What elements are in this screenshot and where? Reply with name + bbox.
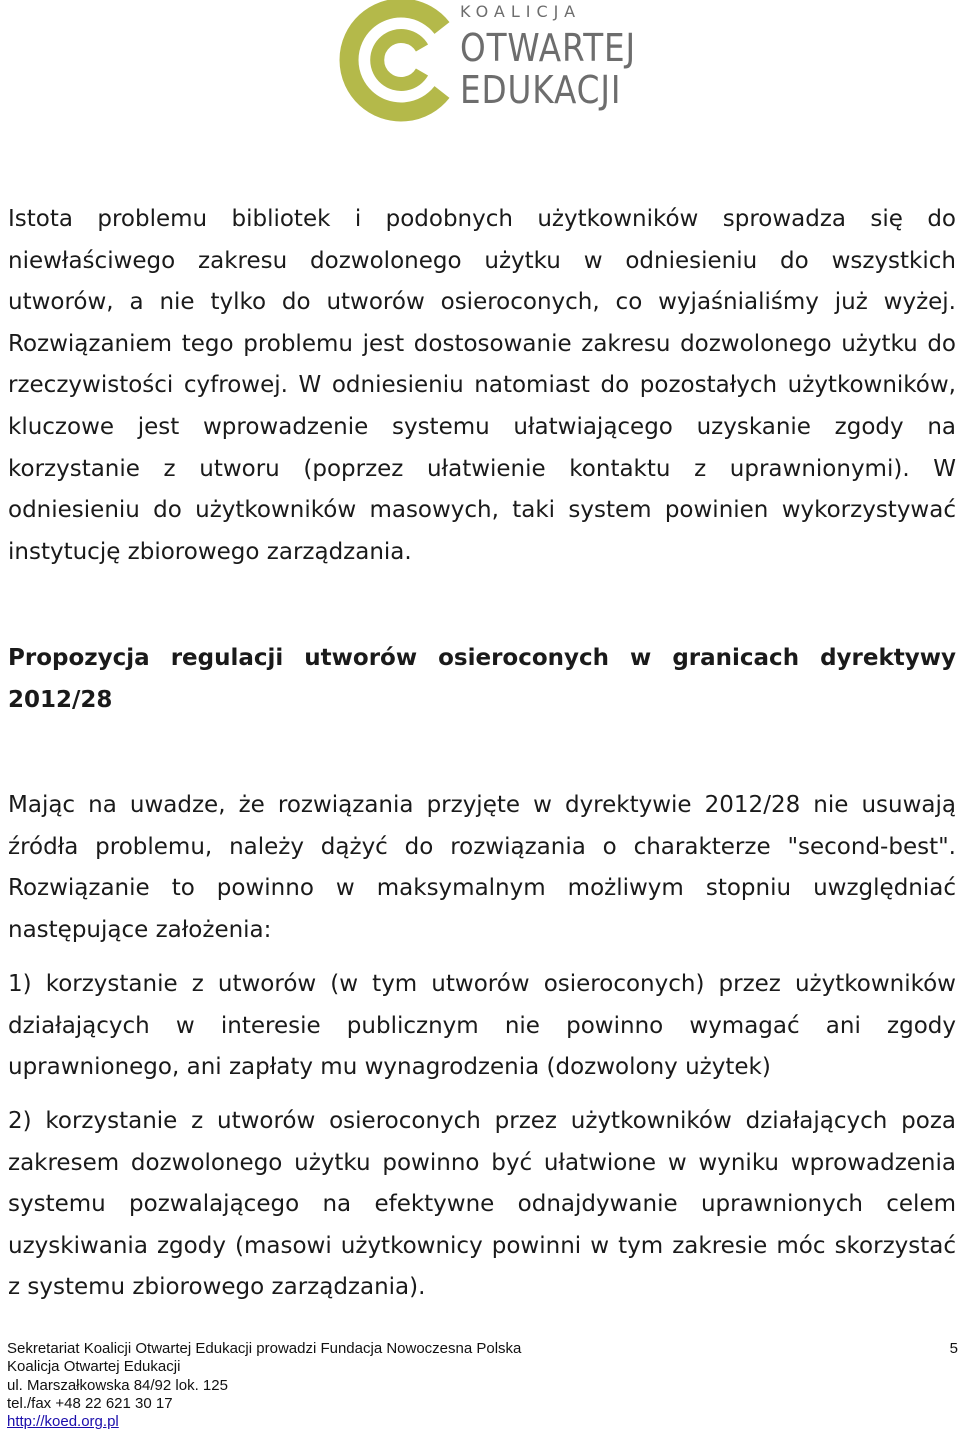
koed-logo xyxy=(330,0,640,125)
footer-address: ul. Marszałkowska 84/92 lok. 125 xyxy=(7,1376,228,1394)
page-footer xyxy=(7,1340,521,1431)
page-number: 5 xyxy=(949,1340,958,1357)
logo-ring-icon xyxy=(330,0,460,125)
paragraph-assumptions: Mając na uwadze, że rozwiązania przyjęte w dyrektywie 2012/28 nie usuwają źródła problemu, należy dążyć do rozwiązania o charakterze "second-best". Rozwiązanie to powinno w maksymalnym możliwym stopniu uwzględniać następujące założenia: xyxy=(8,792,956,943)
logo-text-otwartej: OTWARTEJ xyxy=(460,26,637,70)
footer-secretariat: Sekretariat Koalicji Otwartej Edukacji prowadzi Fundacja Nowoczesna Polska xyxy=(7,1340,522,1357)
footer-website-link[interactable]: http://koed.org.pl xyxy=(7,1413,119,1431)
list-item-1: 1) korzystanie z utworów (w tym utworów osieroconych) przez użytkowników działających w interesie publicznym nie powinno wymagać ani zgody uprawnionego, ani zapłaty mu wynagrodzenia (dozwolony użytek) xyxy=(8,971,956,1081)
logo-text-edukacji: EDUKACJI xyxy=(460,68,622,112)
footer-phone: tel./fax +48 22 621 30 17 xyxy=(7,1394,173,1412)
paragraph-intro: Istota problemu bibliotek i podobnych użytkowników sprowadza się do niewłaściwego zakresu dozwolonego użytku w odniesieniu do wszystkich utworów, a nie tylko do utworów osieroconych, co wyjaśnialiśmy już wyżej. Rozwiązaniem tego problemu jest dostosowanie zakresu dozwolonego użytku do rzeczywistości cyfrowej. W odniesieniu natomiast do pozostałych użytkowników, kluczowe jest wprowadzenie systemu ułatwiającego uzyskanie zgody na korzystanie z utworu (poprzez ułatwienie kontaktu z uprawnionymi). W odniesieniu do użytkowników masowych, taki system powinien wykorzystywać instytucję zbiorowego zarządzania. xyxy=(8,206,956,565)
footer-org-name: Koalicja Otwartej Edukacji xyxy=(7,1358,181,1376)
section-heading: Propozycja regulacji utworów osieroconych w granicach dyrektywy 2012/28 xyxy=(8,645,956,713)
logo-text-koalicja: KOALICJA xyxy=(460,2,582,21)
list-item-2: 2) korzystanie z utworów osieroconych przez użytkowników działających poza zakresem dozwolonego użytku powinno być ułatwione w wyniku wprowadzenia systemu pozwalającego na efektywne odnajdywanie uprawnionych celem uzyskiwania zgody (masowi użytkownicy powinni w tym zakresie móc skorzystać z systemu zbiorowego zarządzania). xyxy=(8,1108,956,1301)
